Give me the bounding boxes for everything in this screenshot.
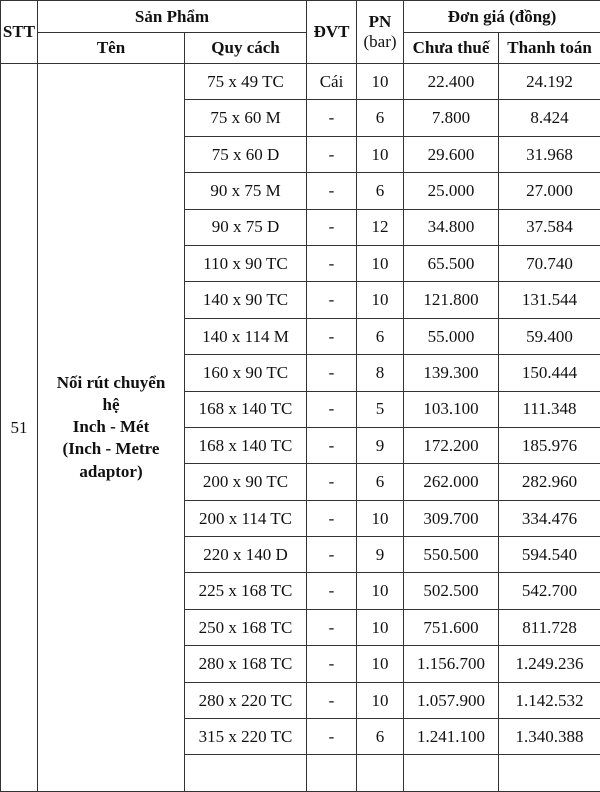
cell-total: 37.584 (499, 209, 600, 245)
cell-unit: - (307, 682, 357, 718)
cell-unit: Cái (307, 64, 357, 100)
cell-unit: - (307, 209, 357, 245)
cell-unit: - (307, 100, 357, 136)
cell-price: 7.800 (404, 100, 499, 136)
cell-price: 55.000 (404, 318, 499, 354)
header-ten: Tên (38, 33, 185, 64)
cell-spec: 90 x 75 D (185, 209, 307, 245)
cell-unit: - (307, 318, 357, 354)
cell-pn: 6 (357, 100, 404, 136)
cell-unit: - (307, 355, 357, 391)
cell-price: 121.800 (404, 282, 499, 318)
group-name-line: Inch - Mét (38, 416, 184, 438)
cell-unit: - (307, 136, 357, 172)
header-pn-unit: (bar) (364, 32, 397, 51)
cell-price: 172.200 (404, 427, 499, 463)
cell-price: 1.241.100 (404, 719, 499, 755)
cell-price: 25.000 (404, 173, 499, 209)
header-thanh-toan: Thanh toán (499, 33, 600, 64)
cell-spec: 250 x 168 TC (185, 609, 307, 645)
header-dvt: ĐVT (307, 1, 357, 64)
cell-price: 262.000 (404, 464, 499, 500)
cell-total: 131.544 (499, 282, 600, 318)
cell-pn: 6 (357, 464, 404, 500)
cell-spec: 168 x 140 TC (185, 391, 307, 427)
cell-spec: 90 x 75 M (185, 173, 307, 209)
cell-spec: 140 x 114 M (185, 318, 307, 354)
cell-pn: 6 (357, 719, 404, 755)
cell-price: 22.400 (404, 64, 499, 100)
cell-unit: - (307, 464, 357, 500)
cell-spec: 200 x 114 TC (185, 500, 307, 536)
cell-spec: 315 x 220 TC (185, 719, 307, 755)
cell-pn: 10 (357, 136, 404, 172)
cell-price: 65.500 (404, 245, 499, 281)
cell-price: 29.600 (404, 136, 499, 172)
cell-total: 70.740 (499, 245, 600, 281)
cell-spec: 75 x 60 M (185, 100, 307, 136)
cell-pn: 8 (357, 355, 404, 391)
cell-spec: 280 x 168 TC (185, 646, 307, 682)
cell-total: 59.400 (499, 318, 600, 354)
cell-spec: 160 x 90 TC (185, 355, 307, 391)
cell-total: 150.444 (499, 355, 600, 391)
cell-total: 1.340.388 (499, 719, 600, 755)
cell-pn: 9 (357, 537, 404, 573)
cell-pn: 5 (357, 391, 404, 427)
cell-price: 34.800 (404, 209, 499, 245)
cell-spec: 280 x 220 TC (185, 682, 307, 718)
header-pn-label: PN (369, 12, 392, 31)
cell-pn: 10 (357, 646, 404, 682)
cell-unit: - (307, 500, 357, 536)
group-name-line: (Inch - Metre (38, 438, 184, 460)
cell-total: 594.540 (499, 537, 600, 573)
cell-pn: 10 (357, 64, 404, 100)
cell-price: 1.057.900 (404, 682, 499, 718)
cell-pn: 10 (357, 573, 404, 609)
cell-total: 811.728 (499, 609, 600, 645)
cell-total: 27.000 (499, 173, 600, 209)
cell-pn: 10 (357, 500, 404, 536)
cell-total: 185.976 (499, 427, 600, 463)
cell-pn: 10 (357, 609, 404, 645)
cell-total: 1.249.236 (499, 646, 600, 682)
cell-pn: 6 (357, 173, 404, 209)
cell-unit: - (307, 719, 357, 755)
cell-total: 111.348 (499, 391, 600, 427)
cell-unit: - (307, 573, 357, 609)
cell-unit: - (307, 609, 357, 645)
cell-unit: - (307, 537, 357, 573)
cell-total: 1.142.532 (499, 682, 600, 718)
cell-total: 31.968 (499, 136, 600, 172)
cell-spec: 225 x 168 TC (185, 573, 307, 609)
cell-price: 309.700 (404, 500, 499, 536)
group-stt: 51 (1, 64, 38, 792)
cell-price: 502.500 (404, 573, 499, 609)
cell-spec: 75 x 49 TC (185, 64, 307, 100)
cell-unit: - (307, 173, 357, 209)
header-san-pham: Sản Phẩm (38, 1, 307, 33)
cell-spec: 200 x 90 TC (185, 464, 307, 500)
cell-total: 542.700 (499, 573, 600, 609)
cell-spec: 110 x 90 TC (185, 245, 307, 281)
cell-unit: - (307, 282, 357, 318)
cell-spec: 75 x 60 D (185, 136, 307, 172)
cell-total: 24.192 (499, 64, 600, 100)
header-chua-thue: Chưa thuế (404, 33, 499, 64)
cell-price: 139.300 (404, 355, 499, 391)
table-body (1, 64, 600, 792)
cell-spec: 140 x 90 TC (185, 282, 307, 318)
cell-pn: 10 (357, 282, 404, 318)
cell-pn: 6 (357, 318, 404, 354)
cell-total: 282.960 (499, 464, 600, 500)
header-stt: STT (1, 1, 38, 64)
cell-pn: 12 (357, 209, 404, 245)
header-don-gia: Đơn giá (đồng) (404, 1, 600, 33)
group-name-line: adaptor) (38, 461, 184, 483)
cell-unit: - (307, 427, 357, 463)
cell-total: 8.424 (499, 100, 600, 136)
cell-spec: 168 x 140 TC (185, 427, 307, 463)
group-name (38, 64, 185, 792)
cell-total: 334.476 (499, 500, 600, 536)
cell-price: 103.100 (404, 391, 499, 427)
group-name-line: Nối rút chuyển (38, 372, 184, 394)
cell-price: 550.500 (404, 537, 499, 573)
header-pn (357, 1, 404, 64)
cell-spec: 220 x 140 D (185, 537, 307, 573)
cell-price: 751.600 (404, 609, 499, 645)
cell-pn: 10 (357, 245, 404, 281)
header-quy-cach: Quy cách (185, 33, 307, 64)
table-row (1, 64, 600, 100)
cell-pn: 10 (357, 682, 404, 718)
cell-price: 1.156.700 (404, 646, 499, 682)
group-name-line: hệ (38, 394, 184, 416)
cell-unit: - (307, 391, 357, 427)
cell-unit: - (307, 646, 357, 682)
cell-unit: - (307, 245, 357, 281)
cell-pn: 9 (357, 427, 404, 463)
